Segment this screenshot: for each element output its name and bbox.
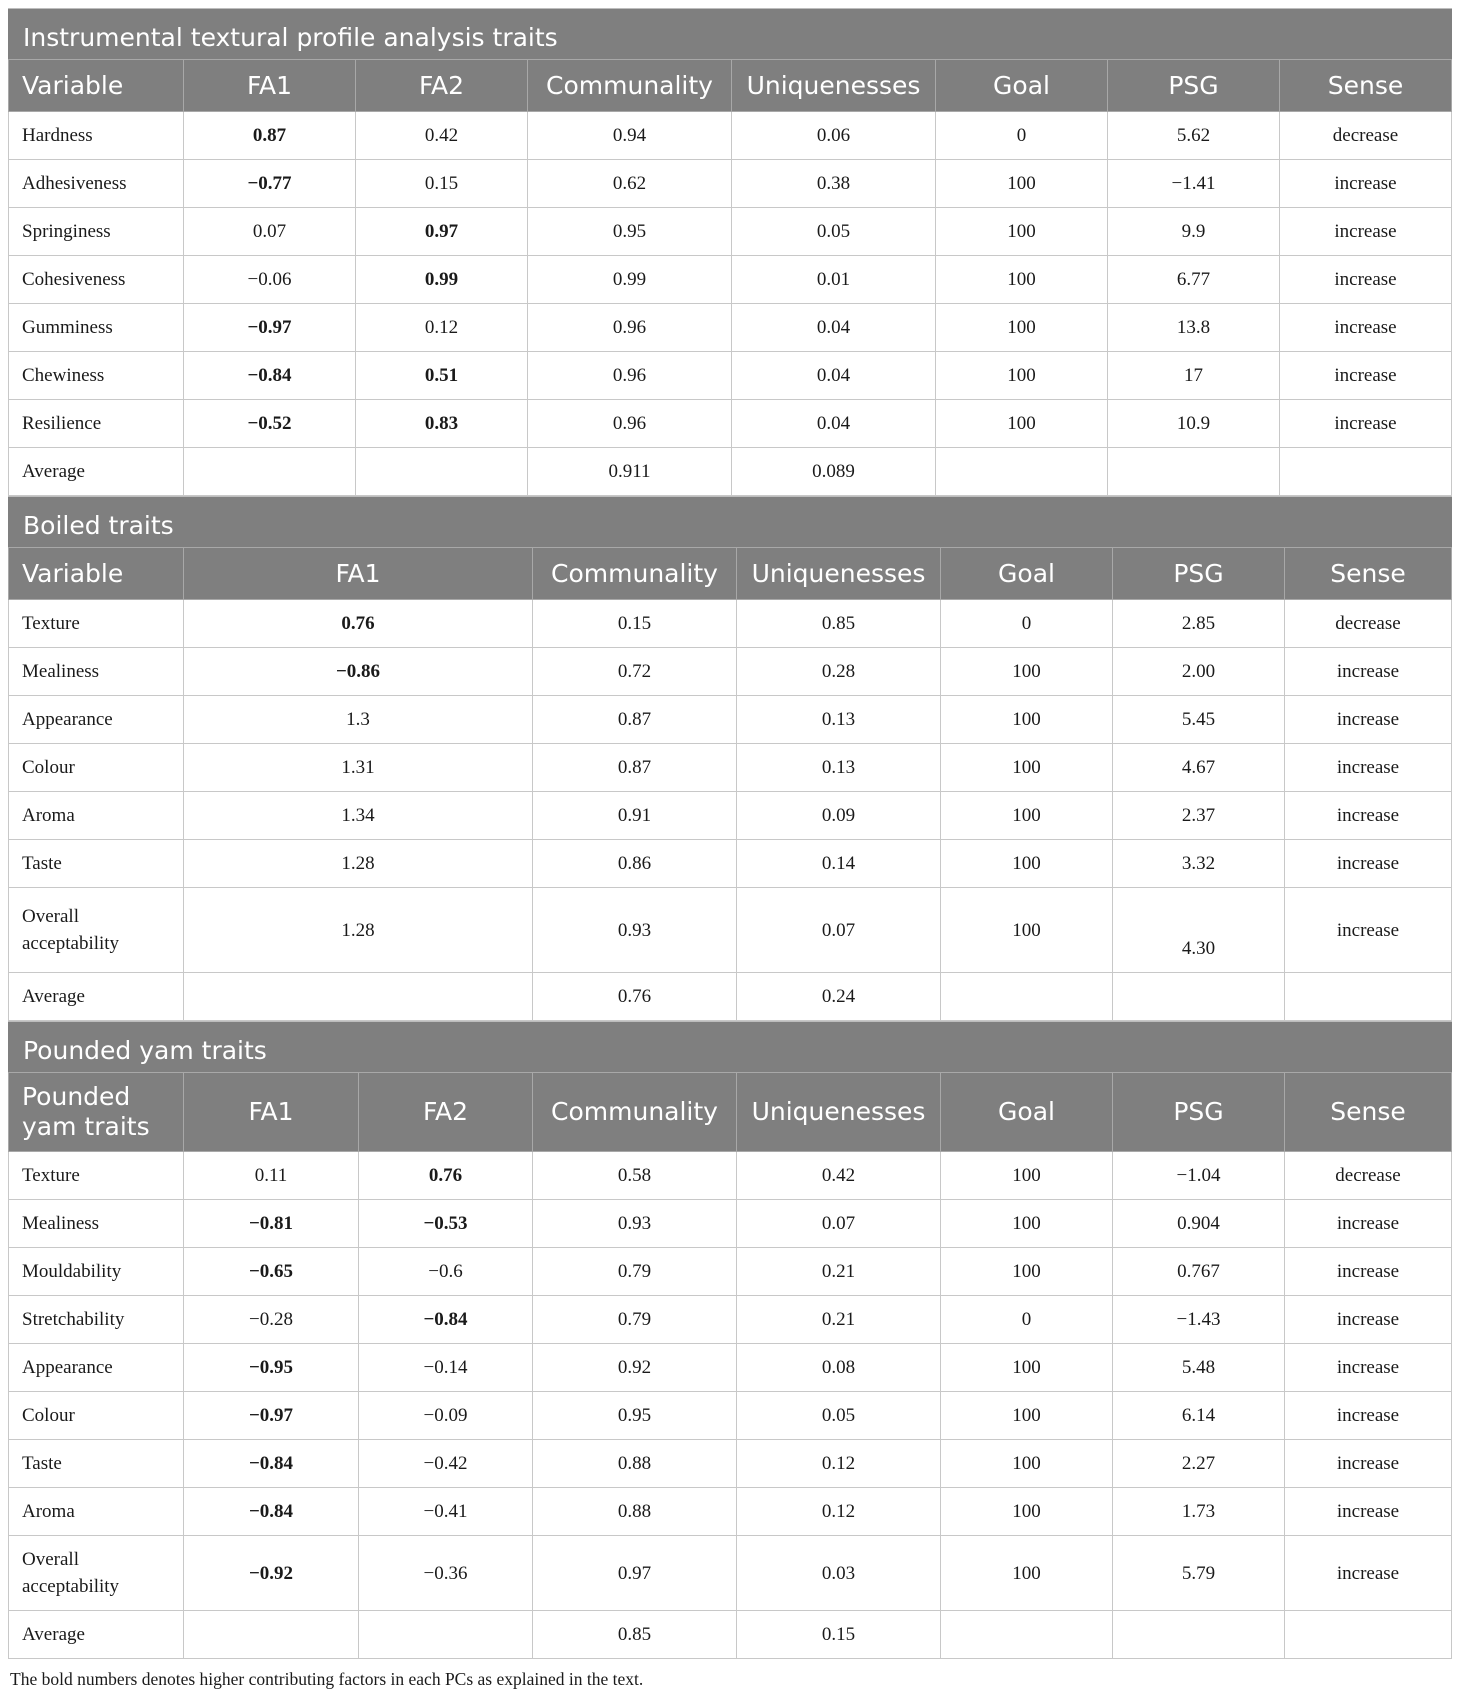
cell-uniquenesses: 0.15 — [737, 1611, 941, 1659]
section-title-boiled: Boiled traits — [8, 496, 1452, 547]
table-row — [9, 1536, 1452, 1611]
table-row — [9, 1440, 1452, 1488]
cell-communality: 0.58 — [533, 1152, 737, 1200]
col-header-fa1: FA1 — [184, 548, 533, 600]
col-header-uniquenesses: Uniquenesses — [737, 548, 941, 600]
cell-uniquenesses: 0.14 — [737, 840, 941, 888]
col-header-psg: PSG — [1113, 548, 1285, 600]
col-header-variable: Variable — [9, 60, 184, 112]
cell-goal: 0 — [941, 600, 1113, 648]
cell-sense: increase — [1280, 208, 1452, 256]
cell-sense: decrease — [1285, 1152, 1452, 1200]
cell-psg: 4.67 — [1113, 744, 1285, 792]
instrumental-traits-table — [8, 59, 1452, 496]
cell-goal: 100 — [936, 160, 1108, 208]
cell-psg: 5.45 — [1113, 696, 1285, 744]
cell-sense: increase — [1285, 696, 1452, 744]
cell-fa2: −0.42 — [359, 1440, 533, 1488]
cell-variable: Colour — [9, 744, 184, 792]
cell-fa2: 0.83 — [356, 400, 528, 448]
cell-communality: 0.72 — [533, 648, 737, 696]
cell-fa2: 0.15 — [356, 160, 528, 208]
cell-sense: increase — [1285, 1392, 1452, 1440]
cell-psg — [1113, 973, 1285, 1021]
cell-psg: −1.04 — [1113, 1152, 1285, 1200]
cell-communality: 0.99 — [528, 256, 732, 304]
table-row — [9, 208, 1452, 256]
col-header-variable: Variable — [9, 548, 184, 600]
cell-fa1 — [184, 448, 356, 496]
cell-variable: Mealiness — [9, 648, 184, 696]
cell-fa2: −0.14 — [359, 1344, 533, 1392]
cell-variable: Taste — [9, 840, 184, 888]
cell-uniquenesses: 0.21 — [737, 1248, 941, 1296]
cell-communality: 0.96 — [528, 304, 732, 352]
cell-sense: increase — [1280, 304, 1452, 352]
cell-fa1: −0.97 — [184, 304, 356, 352]
table-row — [9, 112, 1452, 160]
table-row — [9, 744, 1452, 792]
table-row — [9, 352, 1452, 400]
col-header-fa2: FA2 — [356, 60, 528, 112]
cell-goal: 100 — [941, 888, 1113, 973]
cell-variable: Appearance — [9, 696, 184, 744]
cell-psg: −1.43 — [1113, 1296, 1285, 1344]
cell-psg: −1.41 — [1108, 160, 1280, 208]
cell-goal: 100 — [941, 1536, 1113, 1611]
table-row — [9, 888, 1452, 973]
cell-psg: 3.32 — [1113, 840, 1285, 888]
cell-sense: increase — [1285, 1248, 1452, 1296]
cell-communality: 0.85 — [533, 1611, 737, 1659]
cell-communality: 0.15 — [533, 600, 737, 648]
cell-communality: 0.87 — [533, 696, 737, 744]
cell-goal: 0 — [936, 112, 1108, 160]
cell-fa1: 0.87 — [184, 112, 356, 160]
table-row — [9, 1248, 1452, 1296]
cell-sense: increase — [1285, 744, 1452, 792]
cell-communality: 0.79 — [533, 1296, 737, 1344]
cell-variable: Aroma — [9, 1488, 184, 1536]
cell-sense: increase — [1285, 888, 1452, 973]
cell-fa1: −0.06 — [184, 256, 356, 304]
cell-uniquenesses: 0.04 — [732, 304, 936, 352]
table-row — [9, 840, 1452, 888]
cell-fa2: 0.51 — [356, 352, 528, 400]
table-row-average — [9, 1611, 1452, 1659]
cell-uniquenesses: 0.28 — [737, 648, 941, 696]
cell-communality: 0.911 — [528, 448, 732, 496]
col-header-fa2: FA2 — [359, 1073, 533, 1152]
cell-psg: 17 — [1108, 352, 1280, 400]
cell-communality: 0.88 — [533, 1440, 737, 1488]
cell-psg: 5.62 — [1108, 112, 1280, 160]
cell-communality: 0.91 — [533, 792, 737, 840]
cell-sense: increase — [1285, 1536, 1452, 1611]
cell-uniquenesses: 0.07 — [737, 1200, 941, 1248]
table-row — [9, 696, 1452, 744]
cell-goal: 100 — [941, 1488, 1113, 1536]
cell-sense: increase — [1285, 1200, 1452, 1248]
cell-uniquenesses: 0.13 — [737, 744, 941, 792]
cell-variable: Hardness — [9, 112, 184, 160]
table-row — [9, 1344, 1452, 1392]
cell-psg: 2.00 — [1113, 648, 1285, 696]
col-header-sense: Sense — [1285, 548, 1452, 600]
cell-uniquenesses: 0.24 — [737, 973, 941, 1021]
table-row — [9, 1488, 1452, 1536]
cell-psg: 2.85 — [1113, 600, 1285, 648]
cell-variable: Mouldability — [9, 1248, 184, 1296]
col-header-goal: Goal — [941, 548, 1113, 600]
cell-goal — [936, 448, 1108, 496]
col-header-communality: Communality — [533, 548, 737, 600]
cell-variable: Average — [9, 448, 184, 496]
cell-psg: 9.9 — [1108, 208, 1280, 256]
cell-fa1: −0.28 — [184, 1296, 359, 1344]
boiled-traits-table — [8, 547, 1452, 1021]
col-header-psg: PSG — [1108, 60, 1280, 112]
cell-communality: 0.92 — [533, 1344, 737, 1392]
cell-psg: 6.14 — [1113, 1392, 1285, 1440]
cell-goal: 100 — [941, 696, 1113, 744]
cell-fa1: 0.11 — [184, 1152, 359, 1200]
table-footnote: The bold numbers denotes higher contributing factors in each PCs as explained in the text. — [10, 1669, 644, 1689]
cell-goal: 100 — [941, 1200, 1113, 1248]
cell-communality: 0.97 — [533, 1536, 737, 1611]
cell-uniquenesses: 0.06 — [732, 112, 936, 160]
cell-sense: increase — [1285, 1488, 1452, 1536]
cell-psg: 0.767 — [1113, 1248, 1285, 1296]
section-title-pounded-yam: Pounded yam traits — [8, 1021, 1452, 1072]
cell-uniquenesses: 0.01 — [732, 256, 936, 304]
cell-communality: 0.87 — [533, 744, 737, 792]
cell-variable: Appearance — [9, 1344, 184, 1392]
cell-variable: Chewiness — [9, 352, 184, 400]
cell-variable: Texture — [9, 600, 184, 648]
cell-goal: 0 — [941, 1296, 1113, 1344]
cell-fa1: 1.34 — [184, 792, 533, 840]
col-header-sense: Sense — [1280, 60, 1452, 112]
cell-psg — [1108, 448, 1280, 496]
cell-communality: 0.86 — [533, 840, 737, 888]
cell-fa1: −0.92 — [184, 1536, 359, 1611]
table-row — [9, 600, 1452, 648]
cell-fa2: 0.76 — [359, 1152, 533, 1200]
cell-fa1: −0.84 — [184, 1488, 359, 1536]
cell-variable: Resilience — [9, 400, 184, 448]
col-header-uniquenesses: Uniquenesses — [737, 1073, 941, 1152]
cell-fa2: −0.41 — [359, 1488, 533, 1536]
cell-sense: increase — [1280, 400, 1452, 448]
cell-uniquenesses: 0.12 — [737, 1488, 941, 1536]
cell-goal: 100 — [941, 840, 1113, 888]
cell-goal — [941, 973, 1113, 1021]
cell-variable: Taste — [9, 1440, 184, 1488]
cell-uniquenesses: 0.12 — [737, 1440, 941, 1488]
cell-sense: decrease — [1285, 600, 1452, 648]
header-row — [9, 548, 1452, 600]
cell-fa1: −0.77 — [184, 160, 356, 208]
table-row — [9, 256, 1452, 304]
cell-fa1: 1.31 — [184, 744, 533, 792]
table-row — [9, 1392, 1452, 1440]
cell-uniquenesses: 0.13 — [737, 696, 941, 744]
cell-fa2: −0.84 — [359, 1296, 533, 1344]
header-row — [9, 1073, 1452, 1152]
section-title-instrumental: Instrumental textural profile analysis traits — [8, 8, 1452, 59]
cell-goal: 100 — [941, 792, 1113, 840]
cell-communality: 0.94 — [528, 112, 732, 160]
cell-fa1 — [184, 973, 533, 1021]
cell-uniquenesses: 0.42 — [737, 1152, 941, 1200]
cell-communality: 0.93 — [533, 888, 737, 973]
col-header-goal: Goal — [941, 1073, 1113, 1152]
col-header-communality: Communality — [533, 1073, 737, 1152]
col-header-goal: Goal — [936, 60, 1108, 112]
cell-sense: increase — [1285, 648, 1452, 696]
cell-psg: 2.27 — [1113, 1440, 1285, 1488]
table-row-average — [9, 448, 1452, 496]
cell-uniquenesses: 0.05 — [732, 208, 936, 256]
cell-goal: 100 — [941, 648, 1113, 696]
cell-uniquenesses: 0.089 — [732, 448, 936, 496]
cell-sense: increase — [1285, 1440, 1452, 1488]
cell-sense: increase — [1280, 160, 1452, 208]
cell-communality: 0.88 — [533, 1488, 737, 1536]
cell-psg: 1.73 — [1113, 1488, 1285, 1536]
cell-goal — [941, 1611, 1113, 1659]
cell-psg: 5.79 — [1113, 1536, 1285, 1611]
cell-communality: 0.76 — [533, 973, 737, 1021]
factor-analysis-table — [8, 8, 1452, 1690]
cell-goal: 100 — [936, 256, 1108, 304]
cell-communality: 0.62 — [528, 160, 732, 208]
cell-psg — [1113, 1611, 1285, 1659]
cell-variable: Average — [9, 973, 184, 1021]
table-row — [9, 648, 1452, 696]
cell-goal: 100 — [941, 1440, 1113, 1488]
cell-uniquenesses: 0.08 — [737, 1344, 941, 1392]
cell-fa2: −0.6 — [359, 1248, 533, 1296]
cell-communality: 0.95 — [528, 208, 732, 256]
cell-psg: 2.37 — [1113, 792, 1285, 840]
cell-fa2: −0.09 — [359, 1392, 533, 1440]
cell-variable: Overall acceptability — [9, 888, 184, 973]
cell-goal: 100 — [936, 352, 1108, 400]
cell-psg: 13.8 — [1108, 304, 1280, 352]
col-header-fa1: FA1 — [184, 60, 356, 112]
cell-variable: Overall acceptability — [9, 1536, 184, 1611]
cell-fa1: 1.28 — [184, 888, 533, 973]
cell-psg: 5.48 — [1113, 1344, 1285, 1392]
cell-communality: 0.96 — [528, 400, 732, 448]
cell-fa1: 1.3 — [184, 696, 533, 744]
cell-communality: 0.96 — [528, 352, 732, 400]
cell-variable: Gumminess — [9, 304, 184, 352]
cell-fa1: −0.65 — [184, 1248, 359, 1296]
cell-fa1: 1.28 — [184, 840, 533, 888]
table-row — [9, 1152, 1452, 1200]
table-row — [9, 304, 1452, 352]
cell-sense: increase — [1285, 1344, 1452, 1392]
cell-communality: 0.93 — [533, 1200, 737, 1248]
col-header-sense: Sense — [1285, 1073, 1452, 1152]
cell-variable: Colour — [9, 1392, 184, 1440]
cell-sense: increase — [1280, 256, 1452, 304]
cell-sense: decrease — [1280, 112, 1452, 160]
cell-fa2: 0.12 — [356, 304, 528, 352]
cell-goal: 100 — [941, 1248, 1113, 1296]
cell-fa2: 0.99 — [356, 256, 528, 304]
cell-psg: 4.30 — [1113, 888, 1285, 973]
cell-sense: increase — [1280, 352, 1452, 400]
cell-goal: 100 — [936, 304, 1108, 352]
cell-fa2 — [356, 448, 528, 496]
col-header-fa1: FA1 — [184, 1073, 359, 1152]
cell-communality: 0.95 — [533, 1392, 737, 1440]
table-row — [9, 1200, 1452, 1248]
cell-uniquenesses: 0.38 — [732, 160, 936, 208]
cell-variable: Texture — [9, 1152, 184, 1200]
cell-fa1: −0.52 — [184, 400, 356, 448]
cell-goal: 100 — [941, 744, 1113, 792]
table-row — [9, 400, 1452, 448]
cell-variable: Mealiness — [9, 1200, 184, 1248]
cell-fa1: −0.81 — [184, 1200, 359, 1248]
cell-fa2: −0.36 — [359, 1536, 533, 1611]
cell-uniquenesses: 0.04 — [732, 400, 936, 448]
cell-fa1: −0.97 — [184, 1392, 359, 1440]
cell-psg: 0.904 — [1113, 1200, 1285, 1248]
cell-fa2 — [359, 1611, 533, 1659]
cell-fa1: 0.76 — [184, 600, 533, 648]
cell-goal: 100 — [941, 1392, 1113, 1440]
col-header-communality: Communality — [528, 60, 732, 112]
cell-variable: Aroma — [9, 792, 184, 840]
cell-fa1: −0.84 — [184, 1440, 359, 1488]
cell-fa1: −0.86 — [184, 648, 533, 696]
cell-goal: 100 — [936, 208, 1108, 256]
cell-fa2: 0.97 — [356, 208, 528, 256]
header-row — [9, 60, 1452, 112]
cell-goal: 100 — [941, 1152, 1113, 1200]
cell-sense: increase — [1285, 1296, 1452, 1344]
cell-variable: Adhesiveness — [9, 160, 184, 208]
cell-sense — [1285, 1611, 1452, 1659]
cell-sense — [1285, 973, 1452, 1021]
col-header-uniquenesses: Uniquenesses — [732, 60, 936, 112]
col-header-psg: PSG — [1113, 1073, 1285, 1152]
cell-variable: Stretchability — [9, 1296, 184, 1344]
cell-uniquenesses: 0.05 — [737, 1392, 941, 1440]
cell-uniquenesses: 0.07 — [737, 888, 941, 973]
cell-sense: increase — [1285, 792, 1452, 840]
cell-fa2: 0.42 — [356, 112, 528, 160]
cell-fa1 — [184, 1611, 359, 1659]
cell-fa1: −0.84 — [184, 352, 356, 400]
cell-uniquenesses: 0.85 — [737, 600, 941, 648]
cell-communality: 0.79 — [533, 1248, 737, 1296]
cell-variable: Cohesiveness — [9, 256, 184, 304]
cell-fa1: −0.95 — [184, 1344, 359, 1392]
cell-fa2: −0.53 — [359, 1200, 533, 1248]
cell-uniquenesses: 0.21 — [737, 1296, 941, 1344]
pounded-yam-traits-table — [8, 1072, 1452, 1659]
cell-sense — [1280, 448, 1452, 496]
cell-uniquenesses: 0.04 — [732, 352, 936, 400]
cell-variable: Average — [9, 1611, 184, 1659]
cell-goal: 100 — [936, 400, 1108, 448]
col-header-variable: Pounded yam traits — [9, 1073, 184, 1152]
table-row — [9, 1296, 1452, 1344]
cell-goal: 100 — [941, 1344, 1113, 1392]
cell-uniquenesses: 0.03 — [737, 1536, 941, 1611]
table-row — [9, 160, 1452, 208]
table-row — [9, 792, 1452, 840]
cell-fa1: 0.07 — [184, 208, 356, 256]
table-row-average — [9, 973, 1452, 1021]
cell-psg: 6.77 — [1108, 256, 1280, 304]
cell-variable: Springiness — [9, 208, 184, 256]
cell-uniquenesses: 0.09 — [737, 792, 941, 840]
cell-sense: increase — [1285, 840, 1452, 888]
cell-psg: 10.9 — [1108, 400, 1280, 448]
